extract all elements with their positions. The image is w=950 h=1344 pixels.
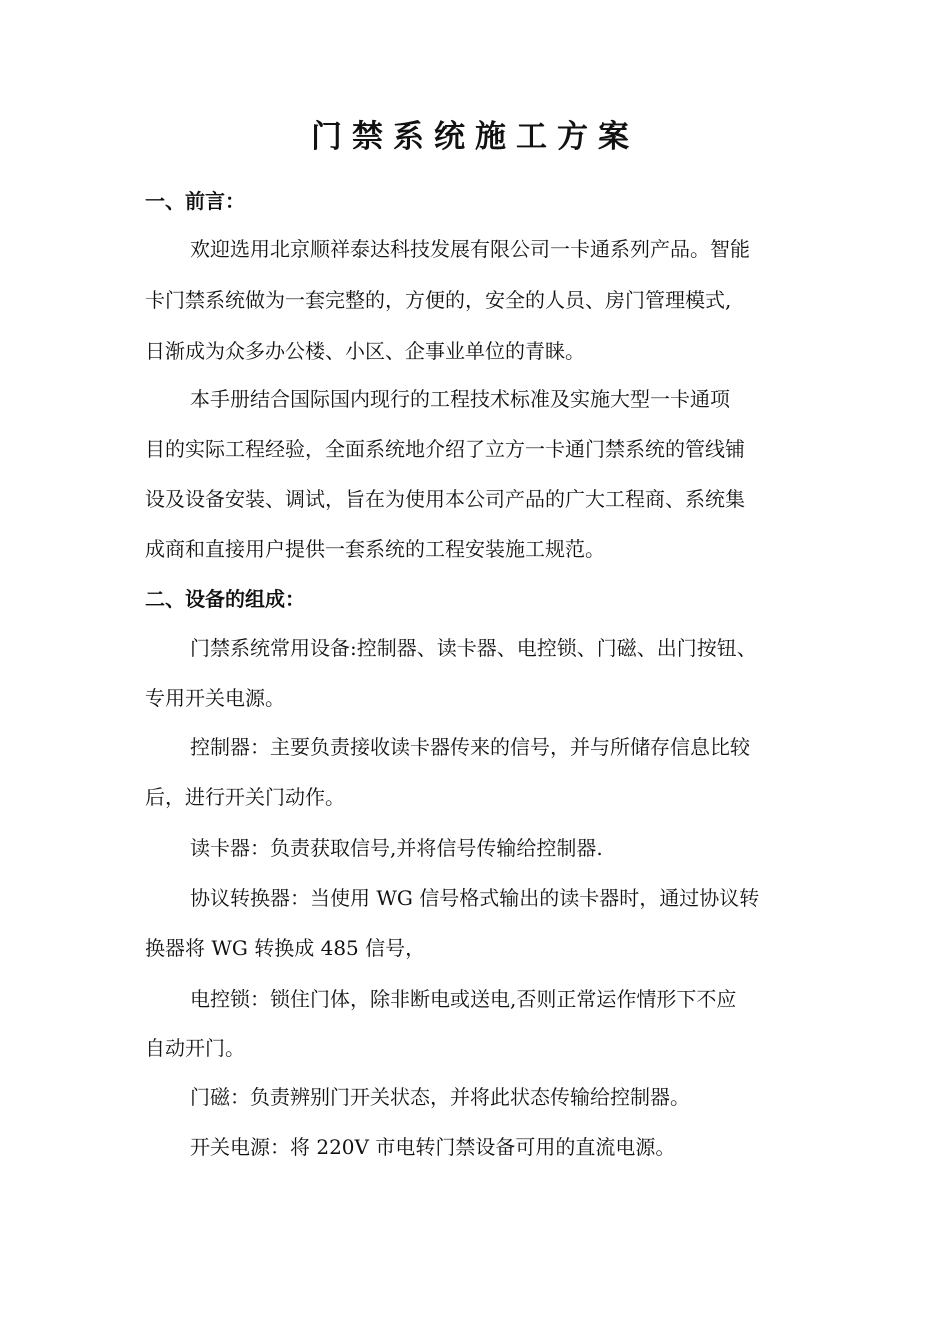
paragraph-line: 日渐成为众多办公楼、小区、企事业单位的青睐。 — [145, 339, 585, 363]
paragraph-line: 控制器：主要负责接收读卡器传来的信号，并与所储存信息比较 — [190, 735, 750, 759]
paragraph-line: 卡门禁系统做为一套完整的，方便的，安全的人员、房门管理模式, — [145, 288, 732, 312]
paragraph-line: 设及设备安装、调试，旨在为使用本公司产品的广大工程商、系统集 — [145, 487, 745, 511]
paragraph-line: 后，进行开关门动作。 — [145, 785, 345, 809]
paragraph-line: 门禁系统常用设备:控制器、读卡器、电控锁、门磁、出门按钮、 — [190, 636, 757, 660]
section-heading-preface: 一、前言： — [145, 189, 245, 213]
paragraph-line: 专用开关电源。 — [145, 686, 285, 710]
paragraph-line: 换器将 WG 转换成 485 信号， — [145, 936, 426, 960]
paragraph-line: 本手册结合国际国内现行的工程技术标准及实施大型一卡通项 — [190, 387, 730, 411]
document-title: 门禁系统施工方案 — [311, 119, 639, 155]
paragraph-line: 读卡器：负责获取信号,并将信号传输给控制器. — [190, 836, 603, 860]
paragraph-line: 电控锁：锁住门体，除非断电或送电,否则正常运作情形下不应 — [190, 987, 737, 1011]
paragraph-line: 目的实际工程经验，全面系统地介绍了立方一卡通门禁系统的管线铺 — [145, 437, 745, 461]
paragraph-line: 自动开门。 — [145, 1036, 245, 1060]
paragraph-line: 成商和直接用户提供一套系统的工程安装施工规范。 — [145, 537, 605, 561]
section-heading-components: 二、设备的组成： — [145, 587, 305, 611]
paragraph-line: 协议转换器：当使用 WG 信号格式输出的读卡器时，通过协议转 — [190, 886, 760, 910]
paragraph-line: 开关电源：将 220V 市电转门禁设备可用的直流电源。 — [190, 1135, 676, 1159]
paragraph-line: 欢迎选用北京顺祥泰达科技发展有限公司一卡通系列产品。智能 — [190, 237, 750, 261]
paragraph-line: 门磁：负责辨别门开关状态，并将此状态传输给控制器。 — [190, 1085, 690, 1109]
